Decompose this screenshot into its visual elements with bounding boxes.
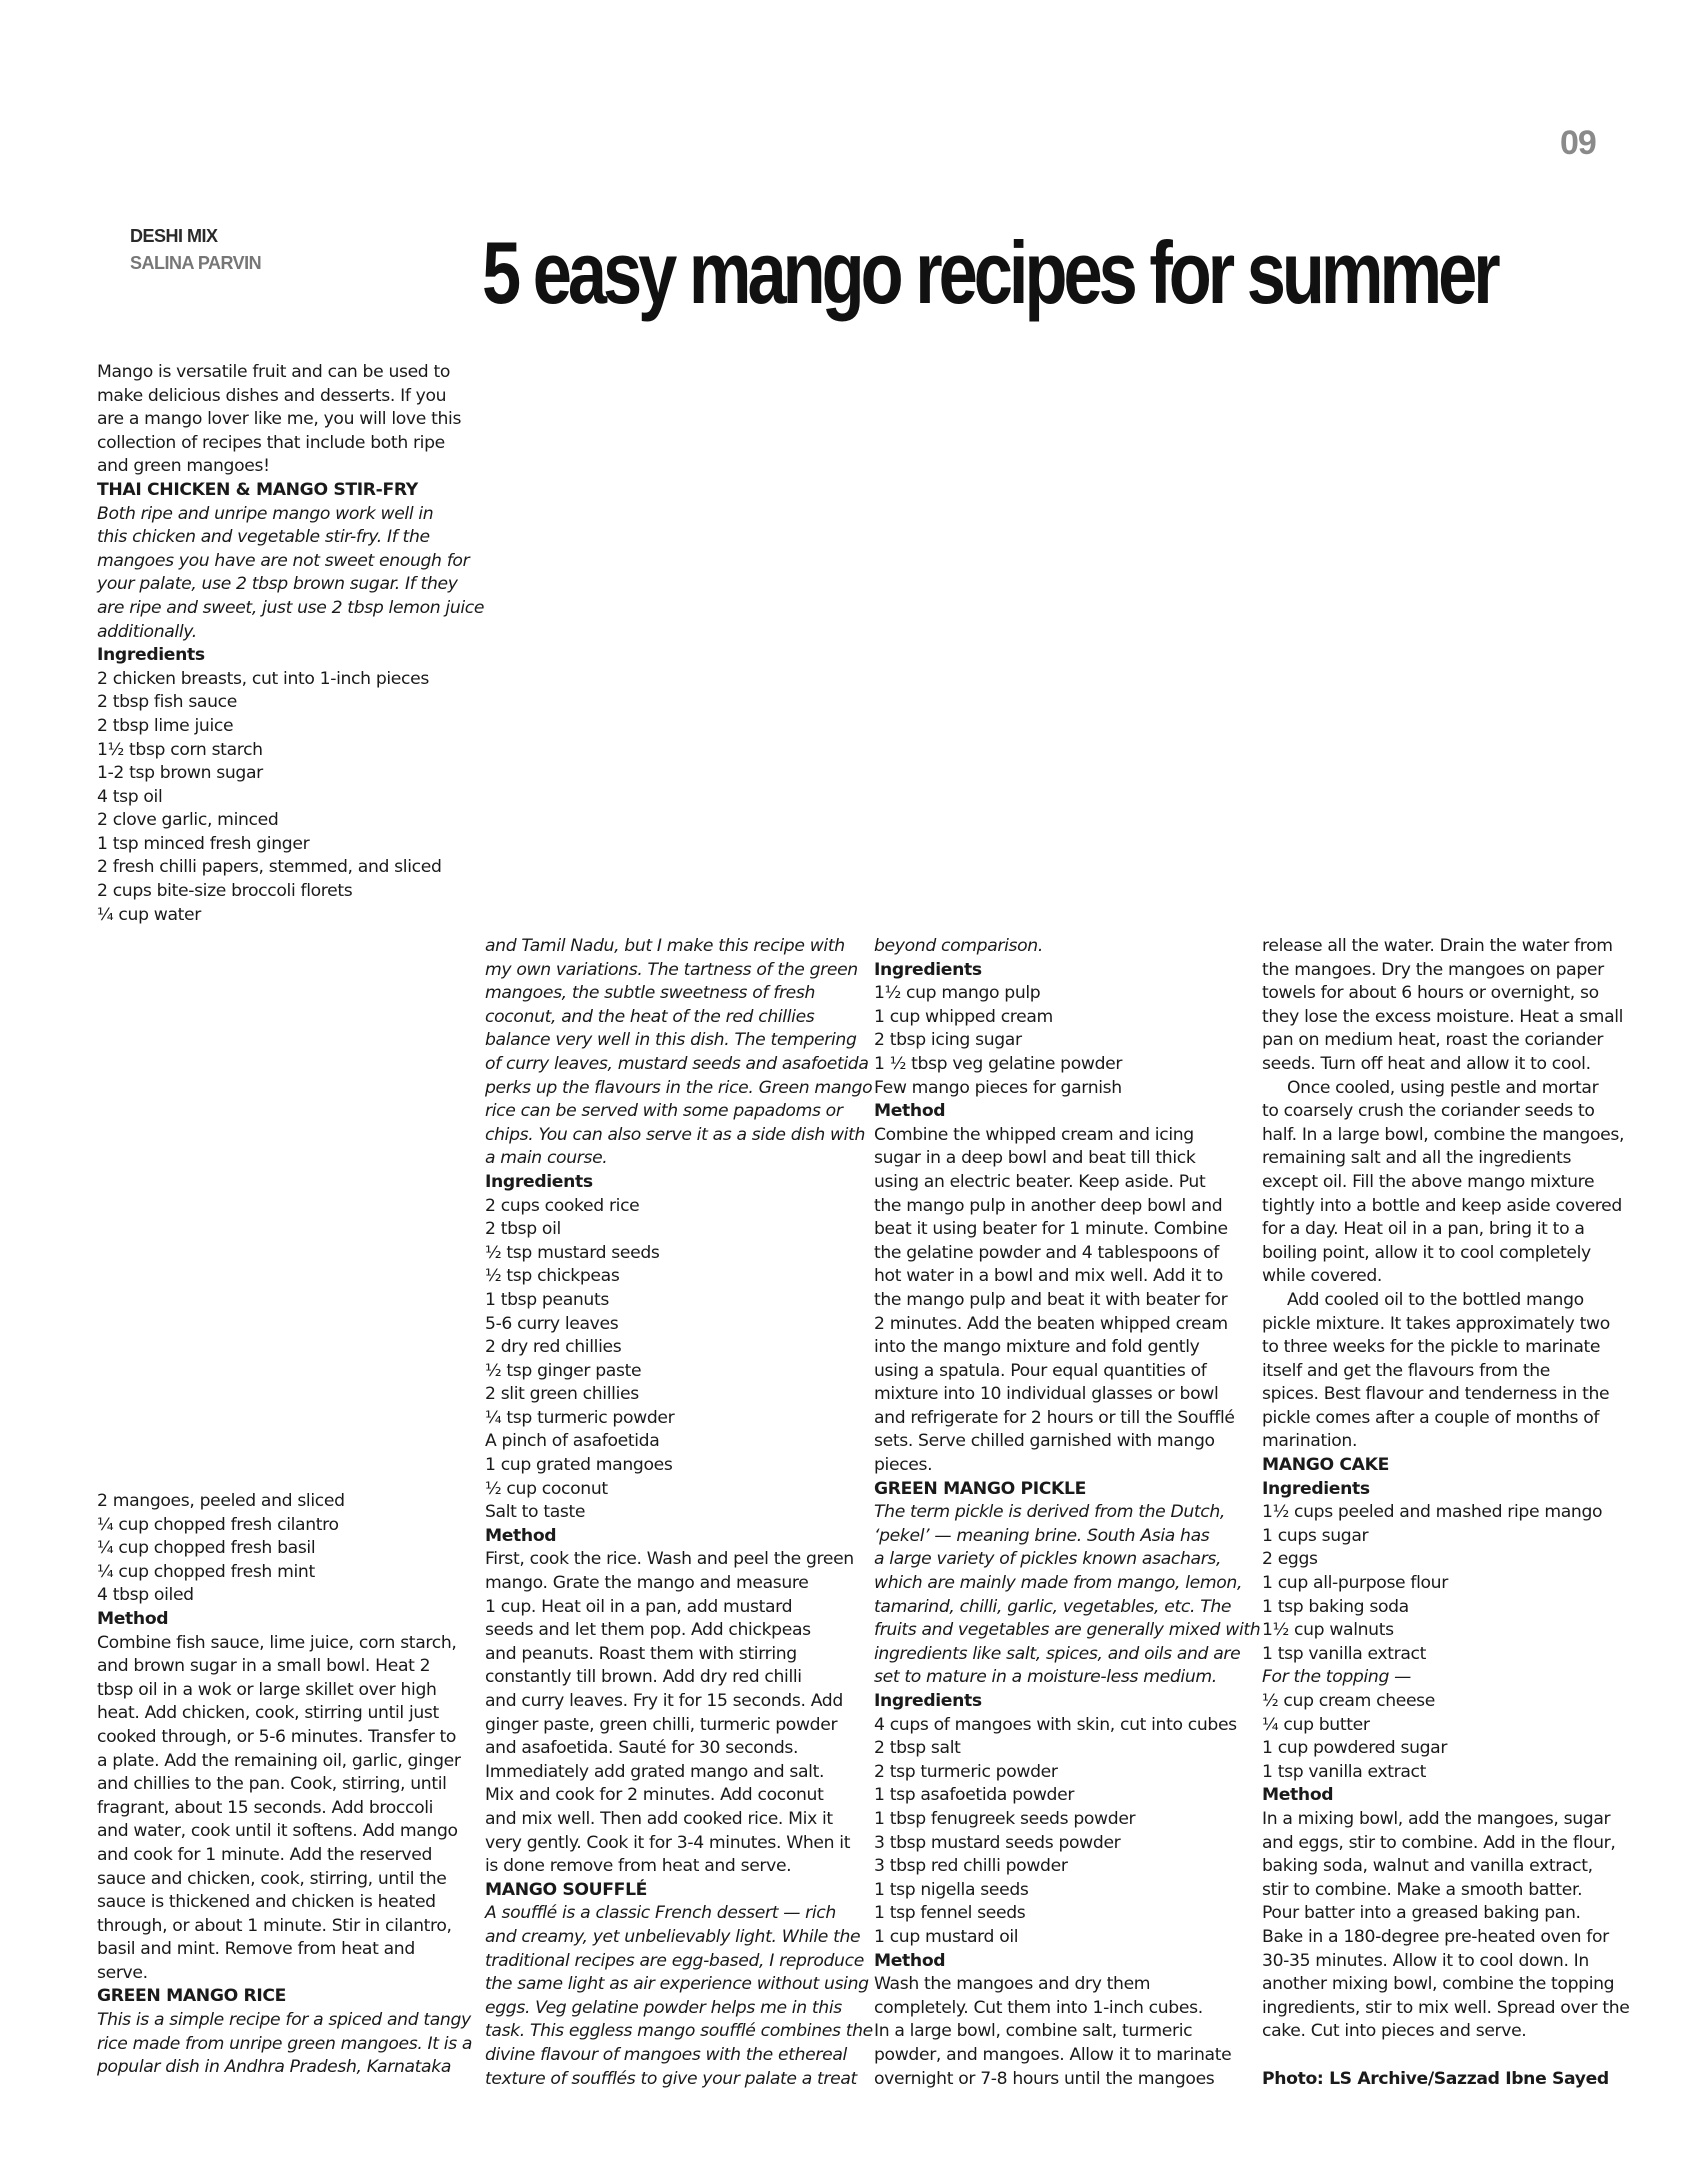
text-column-2 xyxy=(485,935,873,2091)
text-line-italic: balance very well in this dish. The tempering xyxy=(485,1030,857,1051)
text-line: 1 tsp minced fresh ginger xyxy=(97,833,310,854)
text-line-italic: of curry leaves, mustard seeds and asafoetida xyxy=(485,1053,869,1074)
text-line-italic: task. This eggless mango soufflé combines the xyxy=(485,2021,873,2042)
text-line-bold: Method xyxy=(874,1950,946,1971)
text-line: and refrigerate for 2 hours or till the Soufflé xyxy=(874,1407,1235,1428)
text-line: 2 tbsp salt xyxy=(874,1738,961,1759)
text-line-italic: eggs. Veg gelatine powder helps me in this xyxy=(485,1997,842,2018)
text-line-bold: Ingredients xyxy=(97,645,205,666)
text-line: In a mixing bowl, add the mangoes, sugar xyxy=(1262,1808,1611,1829)
text-line: pan on medium heat, roast the coriander xyxy=(1262,1030,1604,1051)
text-line: 2 minutes. Add the beaten whipped cream xyxy=(874,1313,1228,1334)
text-line: 3 tbsp red chilli powder xyxy=(874,1856,1068,1877)
text-line: Mango is versatile fruit and can be used to xyxy=(97,362,451,382)
text-line-italic: and Tamil Nadu, but I make this recipe with xyxy=(485,936,845,956)
text-line-italic: divine flavour of mangoes with the ethereal xyxy=(485,2044,847,2065)
text-line-italic: mangoes you have are not sweet enough for xyxy=(97,550,470,571)
text-line-italic: additionally. xyxy=(97,621,197,642)
text-line: and brown sugar in a small bowl. Heat 2 xyxy=(97,1656,431,1677)
text-line-italic: coconut, and the heat of the red chillies xyxy=(485,1006,815,1027)
text-line: and eggs, stir to combine. Add in the flour, xyxy=(1262,1832,1616,1853)
text-line: 1 tsp baking soda xyxy=(1262,1596,1409,1617)
text-line-bold: MANGO SOUFFLÉ xyxy=(485,1879,648,1900)
text-line: stir to combine. Make a smooth batter. xyxy=(1262,1879,1583,1900)
text-line: 4 tbsp oiled xyxy=(97,1585,194,1606)
text-line: 1 tsp nigella seeds xyxy=(874,1879,1029,1900)
text-line: beat it using beater for 1 minute. Combine xyxy=(874,1219,1228,1240)
section-label: DESHI MIX xyxy=(130,226,218,246)
text-line-italic: ‘pekel’ — meaning brine. South Asia has xyxy=(874,1525,1210,1546)
text-line: baking soda, walnut and vanilla extract, xyxy=(1262,1856,1593,1877)
text-line: spices. Best flavour and tenderness in the xyxy=(1262,1384,1610,1405)
text-line-italic: ingredients like salt, spices, and oils and are xyxy=(874,1643,1241,1664)
text-line: 2 tsp turmeric powder xyxy=(874,1761,1058,1782)
text-line-bold: GREEN MANGO RICE xyxy=(97,1986,287,2007)
text-line: 1 tsp asafoetida powder xyxy=(874,1785,1075,1806)
text-line: 1½ cup mango pulp xyxy=(874,983,1041,1004)
text-line: sugar in a deep bowl and beat till thick xyxy=(874,1148,1196,1169)
text-line: 1-2 tsp brown sugar xyxy=(97,763,263,784)
text-line: 2 clove garlic, minced xyxy=(97,810,279,831)
text-line: 2 tbsp oil xyxy=(485,1219,561,1240)
text-line: sauce is thickened and chicken is heated xyxy=(97,1892,436,1913)
text-line xyxy=(1262,2044,1622,2068)
text-line: Mix and cook for 2 minutes. Add coconut xyxy=(485,1785,824,1806)
text-line-italic: popular dish in Andhra Pradesh, Karnataka xyxy=(97,2057,452,2078)
text-line: through, or about 1 minute. Stir in cilantro, xyxy=(97,1915,452,1936)
text-line: 2 tbsp fish sauce xyxy=(97,692,237,713)
text-line: cake. Cut into pieces and serve. xyxy=(1262,2021,1527,2042)
text-line-italic: texture of soufflés to give your palate a treat xyxy=(485,2068,857,2089)
text-line: ¼ cup chopped fresh cilantro xyxy=(97,1514,339,1535)
text-line: ¼ tsp turmeric powder xyxy=(485,1407,675,1428)
text-line-italic: rice can be served with some papadoms or xyxy=(485,1101,843,1122)
text-line: the gelatine powder and 4 tablespoons of xyxy=(874,1242,1219,1263)
text-line-bold: Method xyxy=(1262,1785,1334,1806)
text-line: Pour batter into a greased baking pan. xyxy=(1262,1903,1581,1924)
text-line: 30-35 minutes. Allow it to cool down. In xyxy=(1262,1950,1589,1971)
text-line: ½ tsp ginger paste xyxy=(485,1360,642,1381)
text-line: 1 tsp vanilla extract xyxy=(1262,1761,1427,1782)
author-byline: SALINA PARVIN xyxy=(130,253,262,273)
text-line-bold: Photo: LS Archive/Sazzad Ibne Sayed xyxy=(1262,2068,1609,2089)
text-line: to coarsely crush the coriander seeds to xyxy=(1262,1101,1595,1122)
text-line: to three weeks for the pickle to marinate xyxy=(1262,1337,1601,1358)
text-line: 2 mangoes, peeled and sliced xyxy=(97,1491,345,1511)
text-line: 1 tsp fennel seeds xyxy=(874,1903,1026,1924)
text-line: 2 cups bite-size broccoli florets xyxy=(97,881,353,902)
text-line: are a mango lover like me, you will love this xyxy=(97,409,462,430)
text-line: and green mangoes! xyxy=(97,456,270,477)
text-line: 2 fresh chilli papers, stemmed, and sliced xyxy=(97,857,442,878)
text-line: and chillies to the pan. Cook, stirring, until xyxy=(97,1774,447,1795)
text-line: 1 cup mustard oil xyxy=(874,1926,1019,1947)
text-line: 1 tbsp fenugreek seeds powder xyxy=(874,1808,1136,1829)
text-line: seeds and let them pop. Add chickpeas xyxy=(485,1620,811,1641)
text-line: 2 chicken breasts, cut into 1-inch pieces xyxy=(97,668,429,689)
text-line: First, cook the rice. Wash and peel the green xyxy=(485,1549,854,1570)
text-line: 2 tbsp lime juice xyxy=(97,715,234,736)
text-line: marination. xyxy=(1262,1431,1358,1452)
page-number: 09 xyxy=(1560,124,1596,162)
text-line-italic: my own variations. The tartness of the green xyxy=(485,959,858,980)
article-headline: 5 easy mango recipes for summer xyxy=(482,223,1497,322)
text-line: collection of recipes that include both ripe xyxy=(97,432,445,453)
text-line: 4 tsp oil xyxy=(97,786,163,807)
text-line-italic: mangoes, the subtle sweetness of fresh xyxy=(485,983,816,1004)
text-line: tightly into a bottle and keep aside covered xyxy=(1262,1195,1622,1216)
text-line: ¼ cup butter xyxy=(1262,1714,1370,1735)
text-line: 5-6 curry leaves xyxy=(485,1313,619,1334)
text-line: Immediately add grated mango and salt. xyxy=(485,1761,825,1782)
text-line: and water, cook until it softens. Add mango xyxy=(97,1821,458,1842)
text-line: a plate. Add the remaining oil, garlic, ginger xyxy=(97,1750,461,1771)
text-line: boiling point, allow it to cool completely xyxy=(1262,1242,1591,1263)
text-line: 2 tbsp icing sugar xyxy=(874,1030,1022,1051)
text-line: Bake in a 180-degree pre-heated oven for xyxy=(1262,1926,1609,1947)
text-line: for a day. Heat oil in a pan, bring it to a xyxy=(1262,1219,1585,1240)
text-line: fragrant, about 15 seconds. Add broccoli xyxy=(97,1797,434,1818)
text-line: constantly till brown. Add dry red chilli xyxy=(485,1667,802,1688)
text-line: pickle comes after a couple of months of xyxy=(1262,1407,1600,1428)
text-line: very gently. Cook it for 3-4 minutes. When it xyxy=(485,1832,851,1853)
text-line-italic: the same light as air experience without using xyxy=(485,1974,869,1995)
text-line-bold: Ingredients xyxy=(1262,1478,1370,1499)
text-column-1-bottom xyxy=(97,1490,473,2080)
text-line: towels for about 6 hours or overnight, so xyxy=(1262,983,1599,1004)
text-line: 1 cup. Heat oil in a pan, add mustard xyxy=(485,1596,793,1617)
text-line-italic: this chicken and vegetable stir-fry. If the xyxy=(97,527,430,548)
text-line-bold: Method xyxy=(485,1525,557,1546)
text-line: the mangoes. Dry the mangoes on paper xyxy=(1262,959,1604,980)
text-line: 1 cup powdered sugar xyxy=(1262,1738,1448,1759)
text-line: itself and get the flavours from the xyxy=(1262,1360,1550,1381)
text-column-3 xyxy=(874,935,1261,2091)
text-line: 1 cup all-purpose flour xyxy=(1262,1573,1448,1594)
text-line: and asafoetida. Sauté for 30 seconds. xyxy=(485,1738,799,1759)
text-line: 1½ cup walnuts xyxy=(1262,1620,1394,1641)
text-line: remaining salt and all the ingredients xyxy=(1262,1148,1572,1169)
text-line-italic: This is a simple recipe for a spiced and tangy xyxy=(97,2010,471,2031)
text-line: ½ cup cream cheese xyxy=(1262,1691,1436,1711)
text-line: mixture into 10 individual glasses or bowl xyxy=(874,1384,1219,1405)
text-line: A pinch of asafoetida xyxy=(485,1431,660,1452)
text-line-italic: beyond comparison. xyxy=(874,936,1043,956)
text-line: into the mango mixture and fold gently xyxy=(874,1337,1200,1358)
text-line-italic: are ripe and sweet, just use 2 tbsp lemon juice xyxy=(97,597,485,618)
text-line: Combine the whipped cream and icing xyxy=(874,1124,1194,1145)
text-line-italic: traditional recipes are egg-based, I reproduce xyxy=(485,1950,864,1971)
text-line-italic: For the topping — xyxy=(1262,1667,1411,1688)
text-line: Add cooled oil to the bottled mango xyxy=(1287,1289,1584,1310)
text-line: the mango pulp in another deep bowl and xyxy=(874,1195,1223,1216)
text-line: ¼ cup chopped fresh mint xyxy=(97,1561,315,1582)
text-line: the mango pulp and beat it with beater for xyxy=(874,1289,1228,1310)
text-line: release all the water. Drain the water from xyxy=(1262,936,1613,956)
text-line: sauce and chicken, cook, stirring, until the xyxy=(97,1868,447,1889)
text-line: 1 tbsp peanuts xyxy=(485,1289,609,1310)
text-line: ½ tsp mustard seeds xyxy=(485,1242,660,1263)
text-line: 2 slit green chillies xyxy=(485,1384,639,1405)
text-line: ¼ cup chopped fresh basil xyxy=(97,1538,316,1559)
text-line: 2 eggs xyxy=(1262,1549,1318,1570)
text-line-italic: a large variety of pickles known asachars, xyxy=(874,1549,1222,1570)
text-line: ¼ cup water xyxy=(97,904,201,925)
text-line-italic: set to mature in a moisture-less medium. xyxy=(874,1667,1217,1688)
text-line: tbsp oil in a wok or large skillet over high xyxy=(97,1679,437,1700)
text-line: 2 cups cooked rice xyxy=(485,1195,640,1216)
text-line-bold: MANGO CAKE xyxy=(1262,1455,1389,1476)
text-line: ingredients, stir to mix well. Spread over the xyxy=(1262,1997,1630,2018)
text-line: In a large bowl, combine salt, turmeric xyxy=(874,2021,1193,2042)
text-line: using a spatula. Pour equal quantities of xyxy=(874,1360,1207,1381)
text-line: Few mango pieces for garnish xyxy=(874,1077,1122,1098)
text-line: Salt to taste xyxy=(485,1502,586,1523)
text-line: mango. Grate the mango and measure xyxy=(485,1573,809,1594)
text-line: and curry leaves. Fry it for 15 seconds. Add xyxy=(485,1691,843,1711)
text-line: pickle mixture. It takes approximately two xyxy=(1262,1313,1610,1334)
text-line: except oil. Fill the above mango mixture xyxy=(1262,1171,1595,1192)
text-line: 2 dry red chillies xyxy=(485,1337,622,1358)
text-line: 1½ tbsp corn starch xyxy=(97,739,263,760)
text-line: overnight or 7-8 hours until the mangoes xyxy=(874,2068,1215,2089)
text-line-italic: a main course. xyxy=(485,1148,608,1169)
text-line-italic: Both ripe and unripe mango work well in xyxy=(97,503,434,524)
text-column-4 xyxy=(1262,935,1630,2091)
text-line-italic: which are mainly made from mango, lemon, xyxy=(874,1573,1243,1594)
text-line-bold: GREEN MANGO PICKLE xyxy=(874,1478,1087,1499)
text-line: heat. Add chicken, cook, stirring until just xyxy=(97,1703,439,1724)
text-line-italic: rice made from unripe green mangoes. It is a xyxy=(97,2033,473,2054)
text-line: while covered. xyxy=(1262,1266,1382,1287)
text-line-bold: Ingredients xyxy=(874,1691,982,1711)
text-line-bold: Ingredients xyxy=(874,959,982,980)
text-line: and mix well. Then add cooked rice. Mix it xyxy=(485,1808,833,1829)
text-line-bold: THAI CHICKEN & MANGO STIR-FRY xyxy=(97,479,418,500)
text-line: powder, and mangoes. Allow it to marinate xyxy=(874,2044,1232,2065)
text-line: completely. Cut them into 1-inch cubes. xyxy=(874,1997,1203,2018)
text-line-italic: perks up the flavours in the rice. Green mango xyxy=(485,1077,873,1098)
text-line: seeds. Turn off heat and allow it to cool. xyxy=(1262,1053,1591,1074)
text-line: serve. xyxy=(97,1962,148,1983)
text-line-bold: Method xyxy=(97,1608,169,1629)
text-line-italic: chips. You can also serve it as a side dish with xyxy=(485,1124,866,1145)
text-line: basil and mint. Remove from heat and xyxy=(97,1939,415,1960)
text-line: 1 cups sugar xyxy=(1262,1525,1369,1546)
text-line-bold: Ingredients xyxy=(485,1171,593,1192)
text-line: another mixing bowl, combine the topping xyxy=(1262,1974,1615,1995)
text-column-1-top xyxy=(97,361,485,927)
text-line: half. In a large bowl, combine the mangoes, xyxy=(1262,1124,1625,1145)
text-line: ½ tsp chickpeas xyxy=(485,1266,620,1287)
text-line-italic: fruits and vegetables are generally mixed with xyxy=(874,1620,1261,1641)
text-line: Combine fish sauce, lime juice, corn starch, xyxy=(97,1632,457,1653)
text-line: they lose the excess moisture. Heat a small xyxy=(1262,1006,1624,1027)
text-line: make delicious dishes and desserts. If you xyxy=(97,385,447,406)
text-line: 4 cups of mangoes with skin, cut into cubes xyxy=(874,1714,1237,1735)
text-line: 1 cup whipped cream xyxy=(874,1006,1053,1027)
text-line: Once cooled, using pestle and mortar xyxy=(1287,1077,1599,1098)
text-line: and cook for 1 minute. Add the reserved xyxy=(97,1844,433,1865)
text-line-italic: tamarind, chilli, garlic, vegetables, etc. The xyxy=(874,1596,1232,1617)
text-line: cooked through, or 5-6 minutes. Transfer to xyxy=(97,1726,457,1747)
text-line-bold: Method xyxy=(874,1101,946,1122)
text-line: pieces. xyxy=(874,1455,933,1476)
text-line: 1 cup grated mangoes xyxy=(485,1455,673,1476)
text-line: is done remove from heat and serve. xyxy=(485,1856,792,1877)
text-line: Wash the mangoes and dry them xyxy=(874,1974,1151,1995)
text-line: 1½ cups peeled and mashed ripe mango xyxy=(1262,1502,1603,1523)
text-line: ½ cup coconut xyxy=(485,1478,608,1499)
text-line: sets. Serve chilled garnished with mango xyxy=(874,1431,1215,1452)
text-line: using an electric beater. Keep aside. Put xyxy=(874,1171,1206,1192)
text-line: 1 ½ tbsp veg gelatine powder xyxy=(874,1053,1123,1074)
text-line: hot water in a bowl and mix well. Add it to xyxy=(874,1266,1223,1287)
text-line-italic: A soufflé is a classic French dessert — rich xyxy=(485,1903,836,1924)
text-line-italic: your palate, use 2 tbsp brown sugar. If they xyxy=(97,574,458,595)
text-line-italic: and creamy, yet unbelievably light. While the xyxy=(485,1926,861,1947)
text-line: and peanuts. Roast them with stirring xyxy=(485,1643,797,1664)
text-line: 1 tsp vanilla extract xyxy=(1262,1643,1427,1664)
text-line: 3 tbsp mustard seeds powder xyxy=(874,1832,1121,1853)
text-line: ginger paste, green chilli, turmeric powder xyxy=(485,1714,838,1735)
text-line-italic: The term pickle is derived from the Dutch, xyxy=(874,1502,1226,1523)
